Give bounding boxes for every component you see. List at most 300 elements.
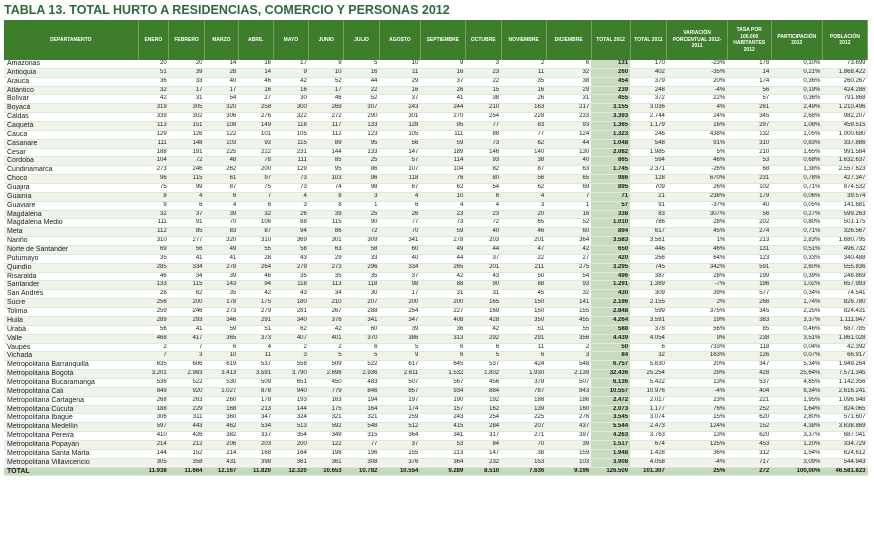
value-cell: 56 xyxy=(169,246,205,255)
value-cell: 26 xyxy=(379,210,420,219)
value-cell: 200 xyxy=(379,299,420,308)
value-cell: 2 xyxy=(273,343,309,352)
value-cell: 42 xyxy=(273,77,309,86)
value-cell: 35 xyxy=(205,290,239,299)
value-cell: 11 xyxy=(379,68,420,77)
value-cell: 42.392 xyxy=(822,343,867,352)
value-cell: 76 xyxy=(420,175,465,184)
value-cell: 72 xyxy=(344,228,380,237)
value-cell: 334 xyxy=(169,263,205,272)
value-cell: 198 xyxy=(309,449,344,458)
value-cell: 153 xyxy=(501,458,546,467)
value-cell: 207 xyxy=(501,423,546,432)
value-cell: 350 xyxy=(501,316,546,325)
value-cell: 44 xyxy=(465,246,501,255)
value-cell: 427.347 xyxy=(822,175,867,184)
value-cell: 126.509 xyxy=(591,467,630,476)
value-cell: 118 xyxy=(344,281,380,290)
value-cell: 4 xyxy=(273,192,309,201)
value-cell: 424 xyxy=(501,361,546,370)
value-cell: 3,37% xyxy=(771,432,822,441)
value-cell: 54 xyxy=(465,184,501,193)
value-cell: 34 xyxy=(309,290,344,299)
value-cell: 279 xyxy=(273,263,309,272)
value-cell: 164 xyxy=(344,405,380,414)
value-cell: 56 xyxy=(379,139,420,148)
value-cell: 14 xyxy=(205,60,239,68)
value-cell: 26% xyxy=(667,184,727,193)
value-cell: 895 xyxy=(591,184,630,193)
value-cell: 0,10% xyxy=(771,60,822,68)
value-cell: 214 xyxy=(138,440,169,449)
value-cell: 33 xyxy=(169,77,205,86)
value-cell: 846 xyxy=(344,387,380,396)
value-cell: 1,05% xyxy=(771,130,822,139)
value-cell: 1.010 xyxy=(591,219,630,228)
value-cell: 522 xyxy=(169,378,205,387)
table-row xyxy=(4,370,868,379)
value-cell: 0,33% xyxy=(771,254,822,263)
value-cell: 17 xyxy=(309,86,344,95)
value-cell: 2.371 xyxy=(630,166,667,175)
value-cell: 101 xyxy=(238,130,273,139)
column-header: TOTAL 2012 xyxy=(591,20,630,60)
value-cell: 459.515 xyxy=(822,122,867,131)
value-cell: 46.581.823 xyxy=(822,467,867,476)
value-cell: 246 xyxy=(630,130,667,139)
value-cell: 420 xyxy=(591,254,630,263)
value-cell: 606 xyxy=(169,361,205,370)
value-cell: 0,05% xyxy=(771,201,822,210)
table-row xyxy=(4,148,868,157)
department-cell: Boyacá xyxy=(4,104,138,113)
value-cell: 1.210.496 xyxy=(822,104,867,113)
value-cell: 5% xyxy=(667,148,727,157)
value-cell: 307% xyxy=(667,210,727,219)
value-cell: 105 xyxy=(273,130,309,139)
value-cell: 5.630 xyxy=(630,361,667,370)
value-cell: 305 xyxy=(169,104,205,113)
value-cell: 202 xyxy=(727,219,771,228)
column-header: JULIO xyxy=(344,20,380,60)
value-cell: 229 xyxy=(169,405,205,414)
value-cell: 310 xyxy=(138,237,169,246)
value-cell: 651 xyxy=(273,378,309,387)
value-cell: 225 xyxy=(501,414,546,423)
value-cell: 200 xyxy=(420,299,465,308)
value-cell: 379 xyxy=(630,77,667,86)
value-cell: 2.139 xyxy=(546,370,591,379)
value-cell: 443 xyxy=(169,423,205,432)
value-cell: 28 xyxy=(138,290,169,299)
value-cell: 128 xyxy=(630,175,667,184)
value-cell: 16 xyxy=(238,60,273,68)
value-cell: 165 xyxy=(465,299,501,308)
value-cell: 152 xyxy=(169,449,205,458)
value-cell: 239 xyxy=(591,86,630,95)
value-cell: 57 xyxy=(379,157,420,166)
value-cell: 46 xyxy=(238,272,273,281)
value-cell: 118 xyxy=(727,343,771,352)
value-cell: 0,06% xyxy=(771,192,822,201)
value-cell: 2.073 xyxy=(591,405,630,414)
table-row xyxy=(4,60,868,68)
value-cell: 356 xyxy=(546,334,591,343)
department-cell: Santander xyxy=(4,281,138,290)
value-cell: 308 xyxy=(344,458,380,467)
department-cell: Magdalena xyxy=(4,210,138,219)
department-cell: Cauca xyxy=(4,130,138,139)
value-cell: 826.780 xyxy=(822,299,867,308)
value-cell: 0,21% xyxy=(771,68,822,77)
value-cell: 555.836 xyxy=(822,263,867,272)
value-cell: 39 xyxy=(205,210,239,219)
value-cell: 1,38% xyxy=(771,166,822,175)
value-cell: 341 xyxy=(420,432,465,441)
value-cell: 0,71% xyxy=(771,184,822,193)
value-cell: 375% xyxy=(667,308,727,317)
value-cell: 74 xyxy=(309,184,344,193)
value-cell: 7 xyxy=(138,352,169,361)
value-cell: 558 xyxy=(273,361,309,370)
value-cell: 10 xyxy=(309,68,344,77)
value-cell: 49 xyxy=(205,246,239,255)
value-cell: 5,34% xyxy=(771,361,822,370)
value-cell: 334.729 xyxy=(822,440,867,449)
value-cell: 22 xyxy=(344,86,380,95)
value-cell: 1,65% xyxy=(771,148,822,157)
value-cell: 365 xyxy=(205,334,239,343)
value-cell: 0,04% xyxy=(771,343,822,352)
value-cell: 0,36% xyxy=(771,95,822,104)
value-cell: 14 xyxy=(238,68,273,77)
value-cell: 260.267 xyxy=(822,77,867,86)
value-cell: 26 xyxy=(501,95,546,104)
value-cell: 248 xyxy=(630,86,667,95)
table-row xyxy=(4,396,868,405)
value-cell: 34 xyxy=(169,272,205,281)
value-cell: 65 xyxy=(546,175,591,184)
value-cell: 111 xyxy=(138,139,169,148)
value-cell: 717 xyxy=(727,458,771,467)
value-cell: 468 xyxy=(138,334,169,343)
value-cell: 87 xyxy=(501,166,546,175)
value-cell: 455 xyxy=(591,95,630,104)
value-cell: 147 xyxy=(379,148,420,157)
value-cell: 75 xyxy=(238,184,273,193)
value-cell: 23 xyxy=(420,210,465,219)
department-cell: Metropolitana Bogotá xyxy=(4,370,138,379)
value-cell: 2.196 xyxy=(591,299,630,308)
value-cell: 213 xyxy=(238,405,273,414)
value-cell: 246 xyxy=(169,166,205,175)
value-cell: 11 xyxy=(501,343,546,352)
value-cell: 25,64% xyxy=(771,370,822,379)
column-header: SEPTIEMBRE xyxy=(420,20,465,60)
value-cell: 1.532 xyxy=(420,370,465,379)
value-cell: 620 xyxy=(727,432,771,441)
value-cell: 85 xyxy=(309,157,344,166)
value-cell: 221 xyxy=(727,396,771,405)
value-cell: 29 xyxy=(546,86,591,95)
value-cell: 100,00% xyxy=(771,467,822,476)
value-cell: 29 xyxy=(379,77,420,86)
table-row xyxy=(4,316,868,325)
value-cell: 133 xyxy=(138,281,169,290)
value-cell: 9% xyxy=(667,334,727,343)
value-cell: 11.938 xyxy=(138,467,169,476)
value-cell: 635 xyxy=(138,361,169,370)
value-cell: 42 xyxy=(420,272,465,281)
value-cell: 263 xyxy=(169,396,205,405)
value-cell: 428 xyxy=(727,370,771,379)
value-cell: 2,80% xyxy=(771,414,822,423)
value-cell: 5 xyxy=(344,60,380,68)
value-cell: 437 xyxy=(546,423,591,432)
table-row xyxy=(4,113,868,122)
value-cell: 47 xyxy=(501,246,546,255)
value-cell: 130 xyxy=(546,148,591,157)
value-cell: 670% xyxy=(667,175,727,184)
value-cell: -4% xyxy=(667,458,727,467)
value-cell: 456 xyxy=(465,378,501,387)
value-cell: 496 xyxy=(591,272,630,281)
value-cell: 1.048 xyxy=(591,139,630,148)
value-cell: 90 xyxy=(344,219,380,228)
value-cell: 32 xyxy=(546,68,591,77)
value-cell: 175 xyxy=(238,299,273,308)
value-cell: 54 xyxy=(546,272,591,281)
value-cell: 567 xyxy=(420,378,465,387)
column-header: OCTUBRE xyxy=(465,20,501,60)
department-cell: Cundinamarca xyxy=(4,166,138,175)
value-cell: 111 xyxy=(138,219,169,228)
value-cell: 27 xyxy=(546,254,591,263)
value-cell: 306 xyxy=(205,113,239,122)
value-cell: 446 xyxy=(630,246,667,255)
department-cell: San Andrés xyxy=(4,290,138,299)
department-cell: Metropolitana Bucaramanga xyxy=(4,378,138,387)
department-cell: Metropolitana Cartagena xyxy=(4,396,138,405)
value-cell: 20 xyxy=(501,210,546,219)
table-row xyxy=(4,237,868,246)
value-cell: 674 xyxy=(630,440,667,449)
value-cell: 113 xyxy=(138,122,169,131)
value-cell: 139 xyxy=(501,405,546,414)
value-cell: 536 xyxy=(138,378,169,387)
value-cell: 60 xyxy=(344,325,380,334)
column-header: VARIACIÓN PORCENTUAL 2012-2011 xyxy=(667,20,727,60)
value-cell: 17 xyxy=(273,60,309,68)
value-cell: 874.532 xyxy=(822,184,867,193)
value-cell: 260 xyxy=(205,396,239,405)
value-cell: 212 xyxy=(169,440,205,449)
value-cell: 745 xyxy=(630,263,667,272)
value-cell: 6 xyxy=(465,192,501,201)
value-cell: 8 xyxy=(309,192,344,201)
table-row xyxy=(4,95,868,104)
value-cell: 10 xyxy=(420,192,465,201)
value-cell: 347 xyxy=(238,414,273,423)
column-header: ABRIL xyxy=(238,20,273,60)
value-cell: 40 xyxy=(546,157,591,166)
value-cell: 597 xyxy=(138,423,169,432)
value-cell: 402 xyxy=(630,68,667,77)
value-cell: 118 xyxy=(273,122,309,131)
table-row xyxy=(4,325,868,334)
value-cell: 293 xyxy=(169,316,205,325)
value-cell: 39% xyxy=(667,290,727,299)
value-cell: 450 xyxy=(309,378,344,387)
value-cell: 3 xyxy=(465,60,501,68)
value-cell: 6 xyxy=(238,201,273,210)
value-cell: 5.422 xyxy=(630,378,667,387)
value-cell: 296 xyxy=(344,263,380,272)
value-cell: 55 xyxy=(238,246,273,255)
column-header: AGOSTO xyxy=(379,20,420,60)
value-cell: 77 xyxy=(465,122,501,131)
value-cell: 571.607 xyxy=(822,414,867,423)
value-cell: 1,20% xyxy=(771,440,822,449)
department-cell: Vichada xyxy=(4,352,138,361)
value-cell: 26 xyxy=(420,86,465,95)
value-cell: 178 xyxy=(205,299,239,308)
value-cell: 5 xyxy=(344,352,380,361)
value-cell: 147 xyxy=(465,449,501,458)
value-cell: 501.175 xyxy=(822,219,867,228)
table-row xyxy=(4,334,868,343)
value-cell: 35 xyxy=(501,77,546,86)
value-cell: 7.636 xyxy=(501,467,546,476)
value-cell: 364 xyxy=(420,458,465,467)
value-cell: 2 xyxy=(138,343,169,352)
value-cell: 51 xyxy=(138,68,169,77)
value-cell: 3.201 xyxy=(138,370,169,379)
value-cell: 258 xyxy=(238,104,273,113)
value-cell: 645 xyxy=(420,361,465,370)
value-cell: 364 xyxy=(546,237,591,246)
total-row xyxy=(4,467,868,476)
department-cell: Arauca xyxy=(4,77,138,86)
value-cell: 779 xyxy=(309,387,344,396)
table-row xyxy=(4,104,868,113)
value-cell: 261 xyxy=(727,104,771,113)
value-cell: 227 xyxy=(420,308,465,317)
value-cell: 77 xyxy=(344,440,380,449)
value-cell: 9 xyxy=(273,68,309,77)
value-cell: 1.027 xyxy=(205,387,239,396)
value-cell: 619 xyxy=(205,361,239,370)
value-cell: 2,25% xyxy=(771,308,822,317)
value-cell: 4.058 xyxy=(630,458,667,467)
value-cell: 39 xyxy=(546,440,591,449)
column-header: POBLACIÓN 2012 xyxy=(822,20,867,60)
table-row xyxy=(4,387,868,396)
value-cell: 588 xyxy=(591,325,630,334)
value-cell: 179 xyxy=(727,192,771,201)
value-cell: 0,51% xyxy=(771,246,822,255)
value-cell: 1.948 xyxy=(591,449,630,458)
value-cell: 73 xyxy=(273,184,309,193)
value-cell: 30 xyxy=(273,95,309,104)
value-cell: 60 xyxy=(546,228,591,237)
value-cell: 62 xyxy=(501,139,546,148)
value-cell: 88 xyxy=(420,281,465,290)
value-cell: 270 xyxy=(420,113,465,122)
value-cell: 238% xyxy=(667,192,727,201)
value-cell: 6 xyxy=(465,343,501,352)
value-cell: 68 xyxy=(727,166,771,175)
value-cell: 246 xyxy=(169,308,205,317)
value-cell: 124 xyxy=(546,130,591,139)
department-cell: Urabá xyxy=(4,325,138,334)
value-cell: 266 xyxy=(727,299,771,308)
value-cell: 41 xyxy=(420,95,465,104)
value-cell: 3.638.869 xyxy=(822,423,867,432)
value-cell: 197 xyxy=(379,396,420,405)
value-cell: 36% xyxy=(667,449,727,458)
value-cell: 170 xyxy=(630,60,667,68)
value-cell: 269 xyxy=(309,104,344,113)
department-cell: Valle xyxy=(4,334,138,343)
department-cell: Nariño xyxy=(4,237,138,246)
value-cell: 104 xyxy=(138,157,169,166)
value-cell: 32.436 xyxy=(591,370,630,379)
value-cell: 43 xyxy=(273,290,309,299)
value-cell: 231 xyxy=(727,175,771,184)
value-cell: 354 xyxy=(273,432,309,441)
value-cell: 93 xyxy=(465,157,501,166)
value-cell: 57 xyxy=(591,201,630,210)
value-cell: 4 xyxy=(465,201,501,210)
value-cell: 4 xyxy=(420,201,465,210)
value-cell: 222 xyxy=(238,148,273,157)
value-cell: 9 xyxy=(138,201,169,210)
value-cell: 63 xyxy=(309,246,344,255)
value-cell: 37 xyxy=(465,254,501,263)
value-cell: 824.065 xyxy=(822,405,867,414)
department-cell: Putumayo xyxy=(4,254,138,263)
value-cell: 5 xyxy=(309,352,344,361)
value-cell: 857 xyxy=(379,387,420,396)
table-row xyxy=(4,405,868,414)
value-cell: 16 xyxy=(546,210,591,219)
value-cell: 188 xyxy=(138,405,169,414)
value-cell: 10.782 xyxy=(344,467,380,476)
value-cell: 1.680.795 xyxy=(822,237,867,246)
value-cell: 105 xyxy=(379,130,420,139)
value-cell: 894 xyxy=(591,228,630,237)
value-cell: 17 xyxy=(379,290,420,299)
value-cell: 1,74% xyxy=(771,299,822,308)
value-cell: 1 xyxy=(546,201,591,210)
value-cell: 360 xyxy=(205,414,239,423)
value-cell: 58 xyxy=(273,246,309,255)
value-cell: 6 xyxy=(205,192,239,201)
value-cell: 288 xyxy=(344,308,380,317)
value-cell: 16 xyxy=(238,86,273,95)
value-cell: 157 xyxy=(420,405,465,414)
value-cell: 4,85% xyxy=(771,378,822,387)
value-cell: 203 xyxy=(238,440,273,449)
value-cell: 1.365 xyxy=(591,122,630,131)
value-cell: 40 xyxy=(727,201,771,210)
value-cell: 1,54% xyxy=(771,449,822,458)
value-cell: 13% xyxy=(667,432,727,441)
value-cell: 118 xyxy=(379,175,420,184)
value-cell: 0,80% xyxy=(771,219,822,228)
value-cell: 69 xyxy=(546,184,591,193)
